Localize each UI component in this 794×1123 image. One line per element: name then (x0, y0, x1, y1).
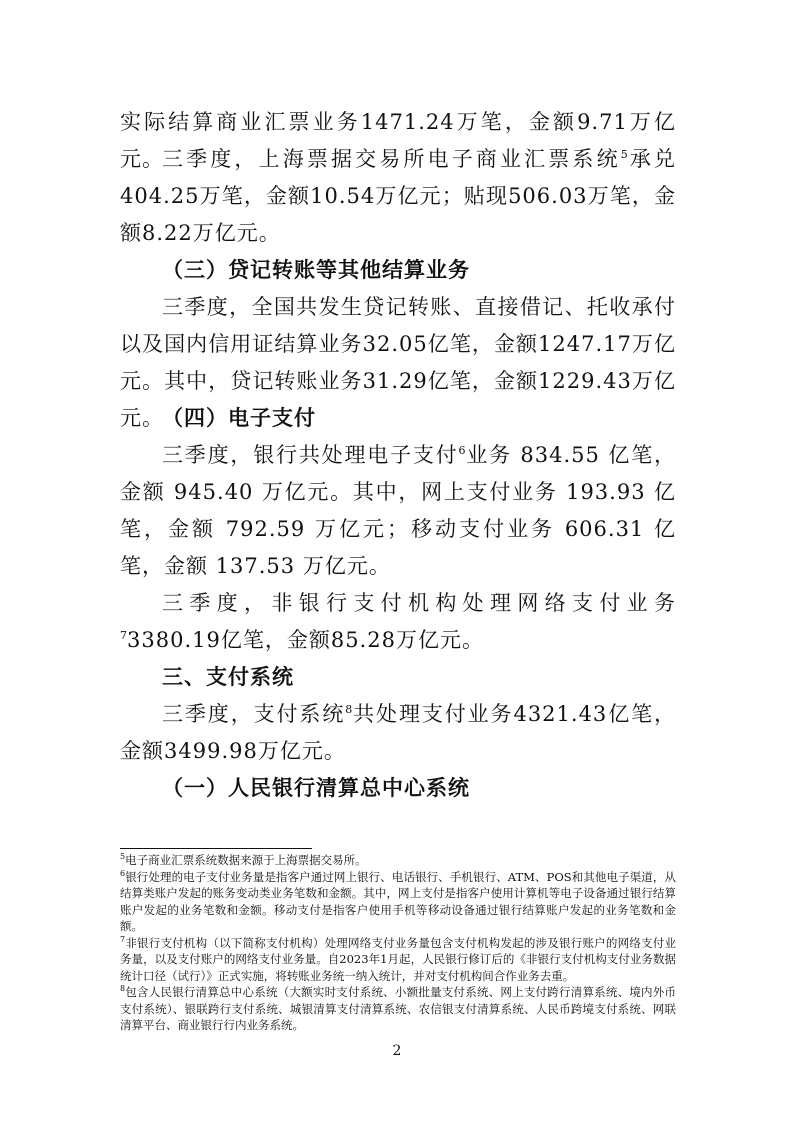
paragraph-text: 业务 834.55 亿笔，金额 945.40 万亿元。其中，网上支付业务 193.93 亿笔，金额 792.59 万亿元；移动支付业务 606.31 亿笔，金额 137.53 万亿元。 (120, 443, 677, 578)
footnote-ref-6[interactable]: 6 (458, 444, 466, 457)
paragraph-electronic-payment (120, 437, 676, 585)
paragraph-shanghai-bill-exchange (120, 141, 676, 252)
footnote-text: 银行处理的电子支付业务量是指客户通过网上银行、电话银行、手机银行、ATM、POS和其他电子渠道，从结算类账户发起的账务变动类业务笔数和金额。其中，网上支付是指客户使用计算机等电子设备通过银行结算账户发起的业务笔数和金额。移动支付是指客户使用手机等移动设备通过银行结算账户发起的业务笔数和金额。 (120, 869, 676, 933)
footnote-text: 非银行支付机构（以下简称支付机构）处理网络支付业务量包含支付机构发起的涉及银行账户的网络支付业务量，以及支付账户的网络支付业务量。自2023年1月起，人民银行修订后的《非银行支付机构支付业务数据统计口径（试行）》正式实施，将转账业务统一纳入统计，并对支付机构间合作业务去重。 (120, 935, 676, 983)
paragraph-text: 三季度，非银行支付机构处理网络支付业务 (162, 591, 676, 615)
footnote-text: 包含人民银行清算总中心系统（大额实时支付系统、小额批量支付系统、网上支付跨行清算系统、境内外币支付系统）、银联跨行支付系统、城银清算支付清算系统、农信银支付清算系统、人民币跨境支付系统、网联清算平台、商业银行行内业务系统。 (120, 985, 676, 1032)
footnote-8 (120, 984, 676, 1034)
footnote-ref-5[interactable]: 5 (620, 148, 628, 161)
page-number: 2 (392, 1043, 402, 1059)
part-heading-payment-systems: 三、支付系统 (162, 665, 294, 689)
paragraph-nonbank-payment (120, 585, 676, 659)
footnote-number: 6 (120, 868, 126, 878)
footnote-ref-8[interactable]: 8 (345, 703, 353, 716)
footnote-number: 8 (120, 984, 126, 994)
paragraph-text: 共处理支付业务4321.43亿笔，金额3499.98万亿元。 (120, 702, 677, 763)
footnote-7 (120, 935, 676, 985)
paragraph-text: 实际结算商业汇票业务1471.24万笔，金额9.71万亿元。 (120, 110, 676, 171)
paragraph-text: 三季度，支付系统 (162, 702, 346, 726)
paragraph-text: 三季度，上海票据交易所电子商业汇票系统 (162, 147, 621, 171)
footnote-6 (120, 869, 676, 935)
footnotes (120, 852, 676, 1034)
footnote-divider (120, 848, 312, 849)
section-heading-pboc-clearing-center: （一）人民银行清算总中心系统 (162, 776, 470, 800)
footnote-ref-7[interactable]: 7 (120, 629, 127, 642)
paragraph-text: 三季度，全国共发生贷记转账、直接借记、托收承付以及国内信用证结算业务32.05亿笔，金额1247.17万亿元。其中，贷记转账业务31.29亿笔，金额1229.43万亿元。 (120, 295, 676, 430)
paragraph-payment-systems (120, 696, 676, 770)
paragraph-text: 承兑404.25万笔，金额10.54万亿元；贴现506.03万笔，金额8.22万亿元。 (120, 147, 677, 245)
footnote-number: 5 (120, 852, 126, 862)
section-heading-electronic-payment: （四）电子支付 (162, 406, 316, 430)
paragraph-text: 3380.19亿笔，金额85.28万亿元。 (127, 628, 484, 652)
footnote-text: 电子商业汇票系统数据来源于上海票据交易所。 (125, 853, 367, 867)
footnote-number: 7 (120, 934, 126, 944)
section-heading-credit-transfer: （三）贷记转账等其他结算业务 (162, 258, 470, 282)
paragraph-text: 三季度，银行共处理电子支付 (162, 443, 459, 467)
footnote-5 (120, 852, 676, 869)
